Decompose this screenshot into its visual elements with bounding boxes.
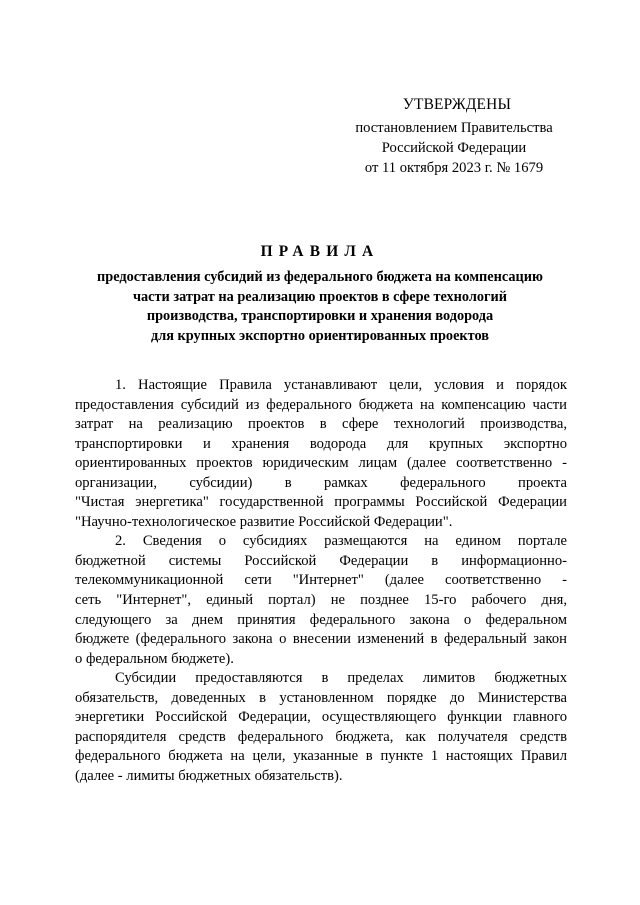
paragraph-line: 2. Сведения о субсидиях размещаются на едином портале bbox=[115, 533, 567, 550]
paragraph-line: следующего за днем принятия федерального закона о федеральном bbox=[75, 611, 567, 628]
paragraph-line: энергетики Российской Федерации, осуществляющего функции главного bbox=[75, 709, 567, 726]
paragraph-line: транспортировки и хранения водорода для крупных экспортно bbox=[75, 435, 567, 452]
document-subtitle bbox=[60, 268, 580, 346]
subtitle-line: производства, транспортировки и хранения водорода bbox=[146, 308, 494, 324]
paragraph-line: федерального бюджета на цели, указанные в пункте 1 настоящих Правил bbox=[75, 748, 567, 765]
approval-line-decree: постановлением Правительства bbox=[355, 120, 553, 136]
subtitle-line: предоставления субсидий из федерального бюджета на компенсацию bbox=[97, 269, 543, 285]
paragraph-1 bbox=[75, 376, 567, 532]
paragraph-line: телекоммуникационной сети "Интернет" (далее соответственно - bbox=[75, 572, 567, 589]
subtitle-line: части затрат на реализацию проектов в сфере технологий bbox=[132, 288, 508, 305]
paragraph-line: распорядителя средств федерального бюджета, как получателя средств bbox=[75, 728, 567, 745]
paragraph-line: организации, субсидии) в рамках федерального проекта bbox=[75, 474, 567, 491]
paragraph-2 bbox=[75, 532, 567, 669]
subtitle-line: для крупных экспортно ориентированных проектов bbox=[150, 327, 490, 344]
paragraph-line: "Чистая энергетика" государственной программы Российской Федерации bbox=[75, 494, 567, 511]
paragraph-line: о федеральном бюджете). bbox=[75, 650, 234, 667]
paragraph-line: (далее - лимиты бюджетных обязательств). bbox=[75, 767, 343, 784]
paragraph-line: затрат на реализацию проектов в сфере технологий производства, bbox=[75, 416, 567, 433]
paragraph-line: сеть "Интернет", единый портал) не позднее 15-го рабочего дня, bbox=[75, 592, 567, 609]
paragraph-line: бюджетной системы Российской Федерации в информационно- bbox=[75, 552, 567, 569]
paragraph-line: предоставления субсидий из федерального бюджета на компенсацию части bbox=[75, 396, 567, 413]
approval-heading: УТВЕРЖДЕНЫ bbox=[402, 96, 512, 113]
approval-stamp bbox=[340, 95, 568, 178]
document-title: ПРАВИЛА bbox=[260, 243, 380, 260]
paragraph-line: ориентированных проектов юридическим лицам (далее соответственно - bbox=[75, 455, 567, 472]
approval-line-authority: Российской Федерации bbox=[381, 140, 527, 156]
paragraph-line: обязательств, доведенных в установленном порядке до Министерства bbox=[75, 689, 567, 706]
paragraph-line: бюджете (федерального закона о внесении изменений в федеральный закон bbox=[75, 631, 567, 648]
approval-line-date: от 11 октября 2023 г. № 1679 bbox=[364, 160, 544, 176]
paragraph-3 bbox=[75, 669, 567, 786]
paragraph-line: Субсидии предоставляются в пределах лимитов бюджетных bbox=[115, 670, 567, 687]
paragraph-line: "Научно-технологическое развитие Российской Федерации". bbox=[75, 513, 453, 530]
paragraph-line: 1. Настоящие Правила устанавливают цели, условия и порядок bbox=[115, 377, 567, 393]
document-body bbox=[75, 376, 567, 786]
